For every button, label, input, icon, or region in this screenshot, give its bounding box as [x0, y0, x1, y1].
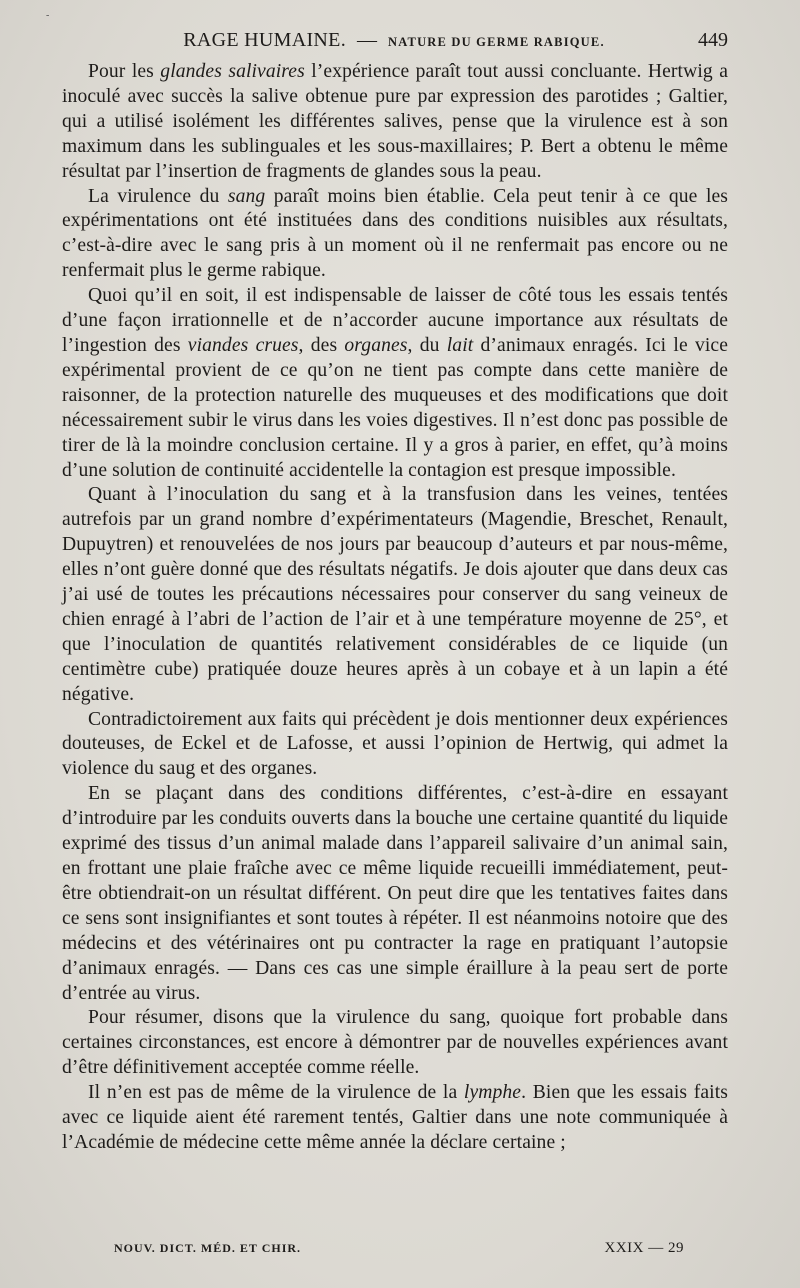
paragraph [62, 185, 728, 285]
text-run: , des [298, 334, 345, 356]
paragraph [62, 1006, 728, 1081]
text-run: Quoi qu’il en soit, il est indispensable de laisser de côté tous les essais tentés d’une façon irrationnelle et de n’accorder aucune importance aux résultats de l’ingestion des [62, 285, 728, 356]
paragraph [62, 782, 728, 1006]
text-run: paraît moins bien établie. Cela peut tenir à ce que les expérimentations ont été instituées dans des conditions nuisibles aux résultats, c’est-à-dire avec le sang pris à un moment où il ne renfermait pas encore ou ne renfermait plus le germe rabique. [62, 185, 729, 282]
printer-signature: NOUV. DICT. MÉD. ET CHIR. [114, 1241, 302, 1255]
italic-term: glandes salivaires [160, 61, 305, 82]
text-run: Quant à l’inoculation du sang et à la transfusion dans les veines, tentées autrefois par un grand nombre d’expérimentateurs (Magendie, Breschet, Renault, Dupuytren) et renouvelées de nos jours par beaucoup d’auteurs et par nous-même, elles n’ont guère donné que des résultats négatifs. Je dois ajouter que dans deux cas j’ai usé de toutes les précautions nécessaires pour conserver du sang veineux de chien enragé à l’abri de l’action de l’air et à une température moyenne de 25°, et que l’inoculation de quantités relativement considérables de ce liquide (un centimètre cube) pratiquée douze heures après à un cobaye et à un lapin a été négative. [62, 484, 728, 705]
text-run: Contradictoirement aux faits qui précèdent je dois mentionner deux expériences douteuses, de Eckel et de Lafosse, et aussi l’opinion de Hertwig, qui admet la violence du saug et des organes. [62, 708, 728, 780]
italic-term: lymphe [463, 1082, 522, 1104]
paragraph [62, 708, 728, 783]
page-footer [114, 1238, 684, 1258]
paragraph [62, 483, 728, 707]
page-header [60, 28, 728, 54]
paragraph [62, 60, 728, 185]
running-title: RAGE HUMAINE. [183, 29, 346, 51]
italic-term: sang [227, 185, 266, 207]
running-head [60, 28, 728, 54]
body-text [62, 60, 728, 1156]
text-run: , du [407, 334, 447, 356]
italic-term: lait [446, 334, 474, 356]
text-run: l’expérience paraît tout aussi concluante. Hertwig a inoculé avec succès la salive obtenue pure par expression des parotides ; Galtier, qui a utilisé isolément les différentes salives, pense que la virulence est à son maximum dans les sublinguales et les sous-maxillaires; P. Bert a obtenu le même résultat par l’insertion de fragments de glandes sous la peau. [62, 61, 728, 182]
section-title: NATURE DU GERME RABIQUE. [388, 35, 605, 49]
page-number: 449 [698, 29, 728, 51]
italic-term: viandes crues [187, 334, 299, 356]
text-run: Il n’en est pas de même de la virulence de la [88, 1082, 464, 1104]
text-run: En se plaçant dans des conditions différentes, c’est-à-dire en essayant d’introduire par les conduits ouverts dans la bouche une certaine quantité du liquide exprimé des tissus d’un animal malade dans l’appareil salivaire d’un animal sain, en frottant une plaie fraîche avec ce même liquide recueilli immédiatement, peut-être obtiendrait-on un résultat différent. On peut dire que les tentatives faites dans ce sens sont insignifiantes et sont toutes à répéter. Il est néanmoins notoire que des médecins et des vétérinaires ont pu contracter la rage en pratiquant l’autopsie d’animaux enragés. — Dans ces cas une simple éraillure à la peau sert de porte d’entrée au virus. [62, 783, 728, 1004]
paragraph [62, 1081, 728, 1156]
sheet-mark: XXIX — 29 [604, 1240, 684, 1256]
text-run: . Bien que les essais faits avec ce liquide aient été rarement tentés, Galtier dans une note communiquée à l’Académie de médecine cette même année la déclare certaine ; [62, 1082, 728, 1153]
text-run: d’animaux enragés. Ici le vice expérimental provient de ce qu’on ne tient pas compte dans cette manière de raisonner, de la protection naturelle des muqueuses et des modifications que doit nécessairement subir le virus dans les voies digestives. Il n’est donc pas possible de tirer de là la moindre conclusion certaine. Il y a gros à parier, en effet, qu’à moins d’une solution de continuité accidentelle la contagion est presque impossible. [62, 334, 728, 481]
paragraph [62, 284, 728, 483]
running-head-separator: — [357, 29, 377, 51]
text-run: Pour les [88, 61, 161, 82]
italic-term: organes [344, 334, 408, 356]
text-run: Pour résumer, disons que la virulence du sang, quoique fort probable dans certaines circonstances, est encore à démontrer par de nouvelles expériences avant d’être définitivement acceptée comme réelle. [62, 1007, 728, 1079]
margin-mark: - [46, 10, 50, 21]
text-run: La virulence du [88, 185, 228, 207]
